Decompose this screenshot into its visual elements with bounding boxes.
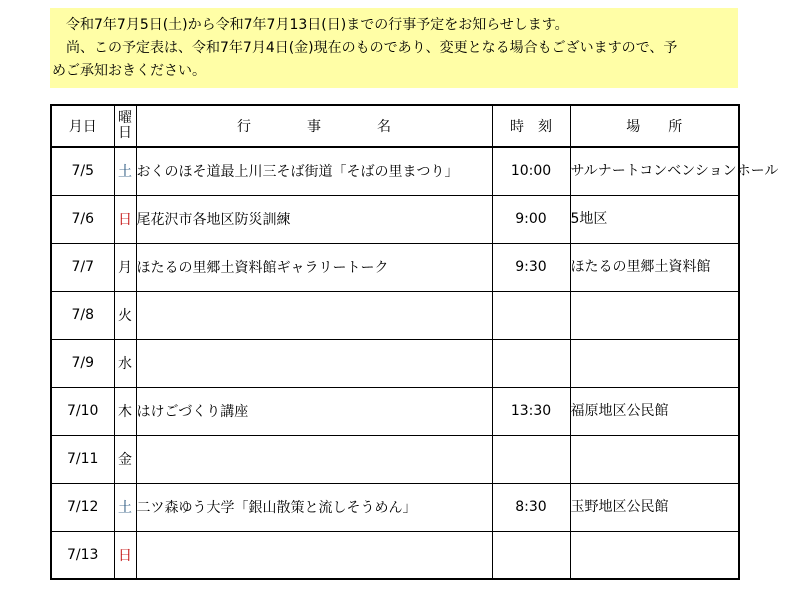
row-time: 9:00 xyxy=(492,195,570,243)
row-dow: 月 xyxy=(114,243,136,291)
table-row xyxy=(51,339,739,387)
row-dow: 土 xyxy=(114,147,136,195)
row-place: 5地区 xyxy=(570,195,739,243)
row-place xyxy=(570,339,739,387)
row-dow: 金 xyxy=(114,435,136,483)
header-place: 場 所 xyxy=(570,105,739,147)
row-dow: 土 xyxy=(114,483,136,531)
row-time xyxy=(492,339,570,387)
row-dow: 火 xyxy=(114,291,136,339)
row-date: 7/12 xyxy=(51,483,114,531)
row-dow: 日 xyxy=(114,531,136,579)
table-row xyxy=(51,435,739,483)
table-row xyxy=(51,531,739,579)
row-event: はけごづくり講座 xyxy=(136,387,492,435)
table-row xyxy=(51,147,739,195)
row-event xyxy=(136,291,492,339)
table-row xyxy=(51,243,739,291)
row-place: サルナートコンベンションホール xyxy=(570,147,739,195)
row-event: おくのほそ道最上川三そば街道「そばの里まつり」 xyxy=(136,147,492,195)
header-dow xyxy=(114,105,136,147)
row-dow: 水 xyxy=(114,339,136,387)
table-row xyxy=(51,387,739,435)
header-time: 時 刻 xyxy=(492,105,570,147)
row-event: 二ツ森ゆう大学「銀山散策と流しそうめん」 xyxy=(136,483,492,531)
header-row xyxy=(51,105,739,147)
row-time: 8:30 xyxy=(492,483,570,531)
row-date: 7/5 xyxy=(51,147,114,195)
row-date: 7/7 xyxy=(51,243,114,291)
row-time: 9:30 xyxy=(492,243,570,291)
row-place xyxy=(570,291,739,339)
row-event: 尾花沢市各地区防災訓練 xyxy=(136,195,492,243)
row-event xyxy=(136,339,492,387)
row-dow: 木 xyxy=(114,387,136,435)
table-row xyxy=(51,291,739,339)
row-time: 10:00 xyxy=(492,147,570,195)
row-event xyxy=(136,531,492,579)
row-place xyxy=(570,531,739,579)
table-row xyxy=(51,195,739,243)
table-row xyxy=(51,483,739,531)
row-date: 7/6 xyxy=(51,195,114,243)
header-event: 行 事 名 xyxy=(136,105,492,147)
schedule-table xyxy=(50,104,779,580)
row-place xyxy=(570,435,739,483)
row-event: ほたるの里郷土資料館ギャラリートーク xyxy=(136,243,492,291)
row-time xyxy=(492,531,570,579)
row-date: 7/10 xyxy=(51,387,114,435)
row-date: 7/11 xyxy=(51,435,114,483)
row-date: 7/9 xyxy=(51,339,114,387)
row-date: 7/8 xyxy=(51,291,114,339)
row-place: 福原地区公民館 xyxy=(570,387,739,435)
row-place: ほたるの里郷土資料館 xyxy=(570,243,739,291)
notice-line-3: めご承知おきください。 xyxy=(52,63,206,79)
notice-line-2: 尚、この予定表は、令和7年7月4日(金)現在のものであり、変更となる場合もございますので、予 xyxy=(66,40,678,56)
header-date: 月日 xyxy=(51,105,114,147)
row-dow: 日 xyxy=(114,195,136,243)
row-time xyxy=(492,435,570,483)
header-dow-label: 曜日 xyxy=(118,110,132,141)
row-date: 7/13 xyxy=(51,531,114,579)
row-time: 13:30 xyxy=(492,387,570,435)
row-place: 玉野地区公民館 xyxy=(570,483,739,531)
notice-line-1: 令和7年7月5日(土)から令和7年7月13日(日)までの行事予定をお知らせします。 xyxy=(66,17,569,33)
notice-box xyxy=(50,8,738,88)
row-event xyxy=(136,435,492,483)
row-time xyxy=(492,291,570,339)
